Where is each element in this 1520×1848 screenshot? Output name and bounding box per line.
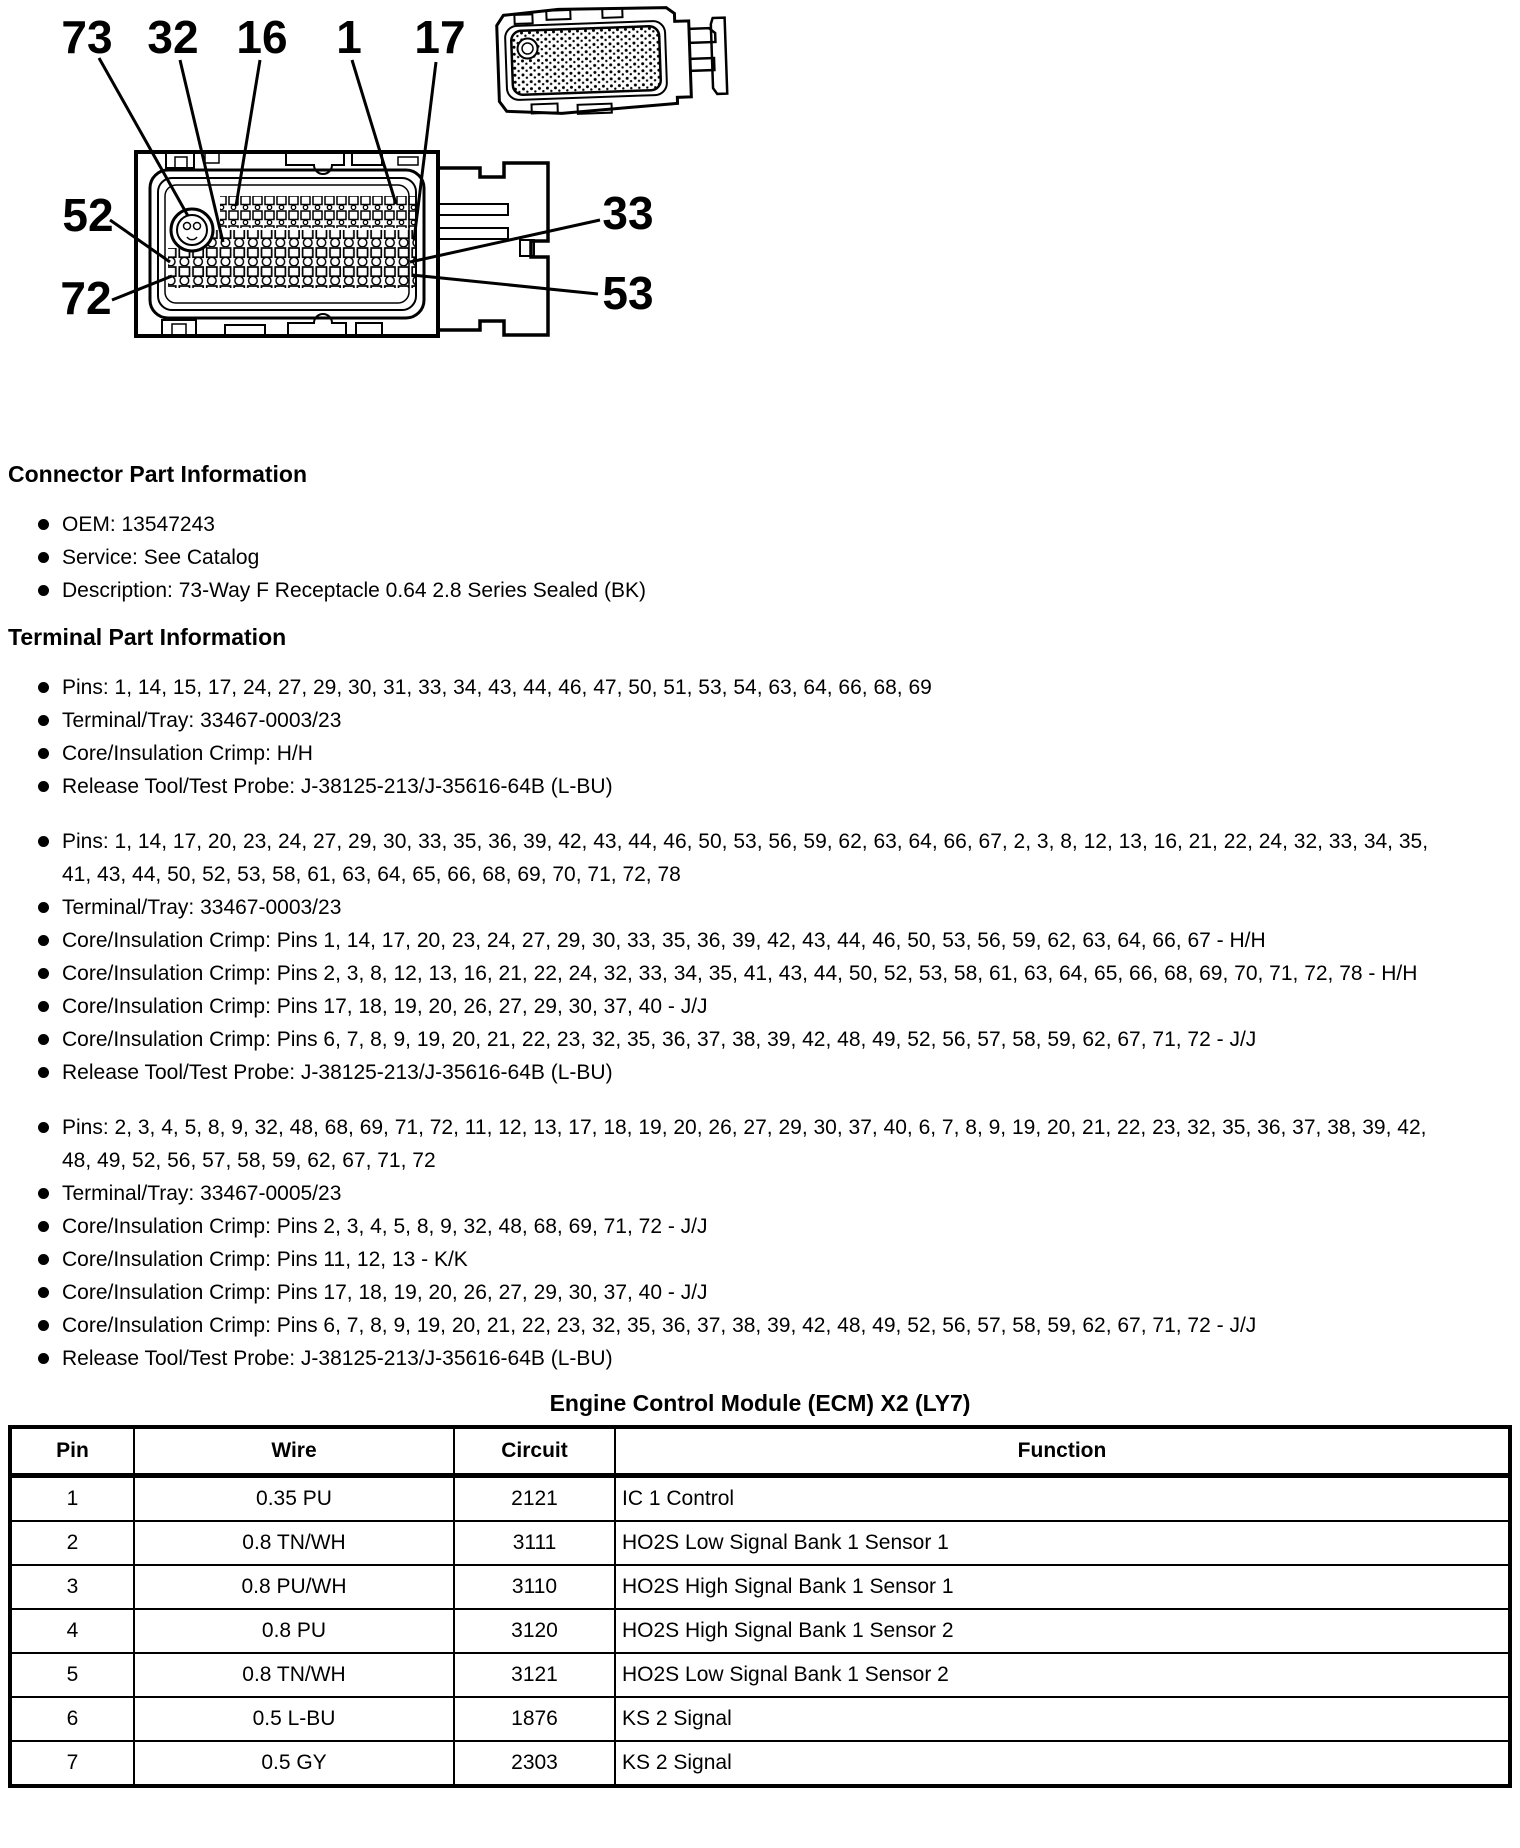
- list-item-text: Core/Insulation Crimp: Pins 2, 3, 8, 12, 13, 16, 21, 22, 24, 32, 33, 34, 35, 41, 43, 44, 50, 52, 53, 58, 61, 63, 64, 65, 66, 68, 69, 70, 71, 72, 78 - H/H: [62, 962, 1418, 985]
- callout-73: 73: [61, 11, 113, 63]
- callout-32: 32: [147, 11, 199, 63]
- table-row: [10, 1741, 1510, 1786]
- mounting-bracket: [438, 163, 548, 335]
- cell-pin: 4: [10, 1609, 134, 1653]
- callout-17: 17: [414, 11, 466, 63]
- bullet-icon: [38, 552, 49, 563]
- table-row: [10, 1653, 1510, 1697]
- cell-function: KS 2 Signal: [615, 1741, 1510, 1786]
- list-item: [8, 574, 1520, 607]
- list-item: [8, 1243, 1520, 1276]
- connector-diagram-svg: [0, 0, 760, 360]
- cell-wire: 0.5 GY: [134, 1741, 454, 1786]
- cell-pin: 2: [10, 1521, 134, 1565]
- cell-circuit: 3121: [454, 1653, 615, 1697]
- callout-53: 53: [602, 267, 654, 319]
- cell-circuit: 3111: [454, 1521, 615, 1565]
- list-item-text: Core/Insulation Crimp: Pins 2, 3, 4, 5, 8, 9, 32, 48, 68, 69, 71, 72 - J/J: [62, 1215, 708, 1238]
- list-item: [8, 671, 1520, 704]
- connector-diagram: [0, 0, 760, 360]
- table-row: [10, 1476, 1510, 1522]
- cell-function: HO2S High Signal Bank 1 Sensor 1: [615, 1565, 1510, 1609]
- cell-function: IC 1 Control: [615, 1476, 1510, 1522]
- list-item-text: Pins: 1, 14, 15, 17, 24, 27, 29, 30, 31, 33, 34, 43, 44, 46, 47, 50, 51, 53, 54, 63, 64, 66, 68, 69: [62, 676, 932, 699]
- callout-72: 72: [60, 272, 112, 324]
- terminal-info-group-2: [8, 825, 1520, 1089]
- list-item-text: Core/Insulation Crimp: H/H: [62, 742, 313, 765]
- list-item-text: Core/Insulation Crimp: Pins 17, 18, 19, 20, 26, 27, 29, 30, 37, 40 - J/J: [62, 995, 708, 1018]
- cell-circuit: 2303: [454, 1741, 615, 1786]
- list-item: [8, 1276, 1520, 1309]
- callout-16: 16: [236, 11, 288, 63]
- bullet-icon: [38, 968, 49, 979]
- list-item-text: Core/Insulation Crimp: Pins 1, 14, 17, 20, 23, 24, 27, 29, 30, 33, 35, 36, 39, 42, 43, 44, 46, 50, 53, 56, 59, 62, 63, 64, 66, 67 - H/H: [62, 929, 1266, 952]
- bullet-icon: [38, 1287, 49, 1298]
- cell-pin: 6: [10, 1697, 134, 1741]
- list-item: [8, 1177, 1520, 1210]
- cell-wire: 0.8 TN/WH: [134, 1653, 454, 1697]
- bullet-icon: [38, 1067, 49, 1078]
- list-item-text: OEM: 13547243: [62, 513, 215, 536]
- bullet-icon: [38, 935, 49, 946]
- list-item: [8, 891, 1520, 924]
- bullet-icon: [38, 1188, 49, 1199]
- list-item-text: Core/Insulation Crimp: Pins 6, 7, 8, 9, 19, 20, 21, 22, 23, 32, 35, 36, 37, 38, 39, 42, 48, 49, 52, 56, 57, 58, 59, 62, 67, 71, 72 - J/J: [62, 1028, 1257, 1051]
- list-item: [8, 1342, 1520, 1375]
- bullet-icon: [38, 1122, 49, 1133]
- list-item-text: Core/Insulation Crimp: Pins 11, 12, 13 - K/K: [62, 1248, 468, 1271]
- pinout-table: [8, 1425, 1512, 1788]
- section-heading-connector-part-information: Connector Part Information: [8, 461, 308, 487]
- list-item-text: Pins: 1, 14, 17, 20, 23, 24, 27, 29, 30, 33, 35, 36, 39, 42, 43, 44, 46, 50, 53, 56, 59, 62, 63, 64, 66, 67, 2, 3, 8, 12, 13, 16, 21, 22, 24, 32, 33, 34, 35, 41, 43, 44, 50, 52, 53, 58, 61, 63, 64, 65, 66, 68, 69, 70, 71, 72, 78: [62, 830, 1429, 886]
- column-header-circuit: Circuit: [454, 1427, 615, 1476]
- cell-function: HO2S Low Signal Bank 1 Sensor 2: [615, 1653, 1510, 1697]
- bullet-icon: [38, 1001, 49, 1012]
- list-item-text: Service: See Catalog: [62, 546, 260, 569]
- cell-function: HO2S Low Signal Bank 1 Sensor 1: [615, 1521, 1510, 1565]
- list-item: [8, 924, 1520, 957]
- cell-circuit: 3110: [454, 1565, 615, 1609]
- bullet-icon: [38, 1034, 49, 1045]
- list-item: [8, 508, 1520, 541]
- list-item-text: Description: 73-Way F Receptacle 0.64 2.8 Series Sealed (BK): [62, 579, 646, 602]
- callout-52: 52: [62, 189, 114, 241]
- bullet-icon: [38, 1353, 49, 1364]
- list-item: [8, 704, 1520, 737]
- cell-circuit: 2121: [454, 1476, 615, 1522]
- keyway-circle: [171, 209, 213, 251]
- list-item-text: Terminal/Tray: 33467-0003/23: [62, 896, 342, 919]
- cell-pin: 1: [10, 1476, 134, 1522]
- cell-wire: 0.5 L-BU: [134, 1697, 454, 1741]
- callout-33: 33: [602, 187, 654, 239]
- cell-pin: 5: [10, 1653, 134, 1697]
- callout-1: 1: [336, 11, 362, 63]
- cell-wire: 0.8 PU: [134, 1609, 454, 1653]
- cell-pin: 3: [10, 1565, 134, 1609]
- list-item: [8, 825, 1520, 891]
- cell-circuit: 3120: [454, 1609, 615, 1653]
- cell-wire: 0.8 TN/WH: [134, 1521, 454, 1565]
- list-item-text: Release Tool/Test Probe: J-38125-213/J-35616-64B (L-BU): [62, 1347, 613, 1370]
- cell-pin: 7: [10, 1741, 134, 1786]
- section-heading-terminal-part-information: Terminal Part Information: [8, 624, 287, 650]
- bullet-icon: [38, 902, 49, 913]
- list-item: [8, 1056, 1520, 1089]
- bullet-icon: [38, 781, 49, 792]
- bullet-icon: [38, 715, 49, 726]
- table-title: Engine Control Module (ECM) X2 (LY7): [549, 1390, 971, 1416]
- list-item: [8, 1210, 1520, 1243]
- list-item: [8, 541, 1520, 574]
- bullet-icon: [38, 1221, 49, 1232]
- bullet-icon: [38, 1320, 49, 1331]
- terminal-info-group-1: [8, 671, 1520, 803]
- cell-function: KS 2 Signal: [615, 1697, 1510, 1741]
- list-item-text: Release Tool/Test Probe: J-38125-213/J-35616-64B (L-BU): [62, 1061, 613, 1084]
- bullet-icon: [38, 1254, 49, 1265]
- list-item: [8, 990, 1520, 1023]
- list-item-text: Core/Insulation Crimp: Pins 6, 7, 8, 9, 19, 20, 21, 22, 23, 32, 35, 36, 37, 38, 39, 42, 48, 49, 52, 56, 57, 58, 59, 62, 67, 71, 72 - J/J: [62, 1314, 1257, 1337]
- cell-circuit: 1876: [454, 1697, 615, 1741]
- bullet-icon: [38, 585, 49, 596]
- bullet-icon: [38, 836, 49, 847]
- list-item-text: Release Tool/Test Probe: J-38125-213/J-35616-64B (L-BU): [62, 775, 613, 798]
- column-header-function: Function: [615, 1427, 1510, 1476]
- list-item: [8, 770, 1520, 803]
- table-row: [10, 1521, 1510, 1565]
- table-row: [10, 1609, 1510, 1653]
- bullet-icon: [38, 519, 49, 530]
- list-item-text: Core/Insulation Crimp: Pins 17, 18, 19, 20, 26, 27, 29, 30, 37, 40 - J/J: [62, 1281, 708, 1304]
- cell-wire: 0.8 PU/WH: [134, 1565, 454, 1609]
- list-item: [8, 1111, 1520, 1177]
- bullet-icon: [38, 682, 49, 693]
- list-item: [8, 1309, 1520, 1342]
- cell-function: HO2S High Signal Bank 1 Sensor 2: [615, 1609, 1510, 1653]
- list-item-text: Terminal/Tray: 33467-0005/23: [62, 1182, 342, 1205]
- table-row: [10, 1565, 1510, 1609]
- column-header-pin: Pin: [10, 1427, 134, 1476]
- list-item: [8, 737, 1520, 770]
- table-row: [10, 1697, 1510, 1741]
- terminal-info-group-3: [8, 1111, 1520, 1375]
- table-header-row: [10, 1427, 1510, 1476]
- bullet-icon: [38, 748, 49, 759]
- list-item: [8, 1023, 1520, 1056]
- list-item: [8, 957, 1520, 990]
- cell-wire: 0.35 PU: [134, 1476, 454, 1522]
- connector-info-list: [8, 508, 1520, 607]
- list-item-text: Terminal/Tray: 33467-0003/23: [62, 709, 342, 732]
- column-header-wire: Wire: [134, 1427, 454, 1476]
- list-item-text: Pins: 2, 3, 4, 5, 8, 9, 32, 48, 68, 69, 71, 72, 11, 12, 13, 17, 18, 19, 20, 26, 27, 29, 30, 37, 40, 6, 7, 8, 9, 19, 20, 21, 22, 23, 32, 35, 36, 37, 38, 39, 42, 48, 49, 52, 56, 57, 58, 59, 62, 67, 71, 72: [62, 1116, 1427, 1172]
- connector-3d-view: [496, 4, 728, 117]
